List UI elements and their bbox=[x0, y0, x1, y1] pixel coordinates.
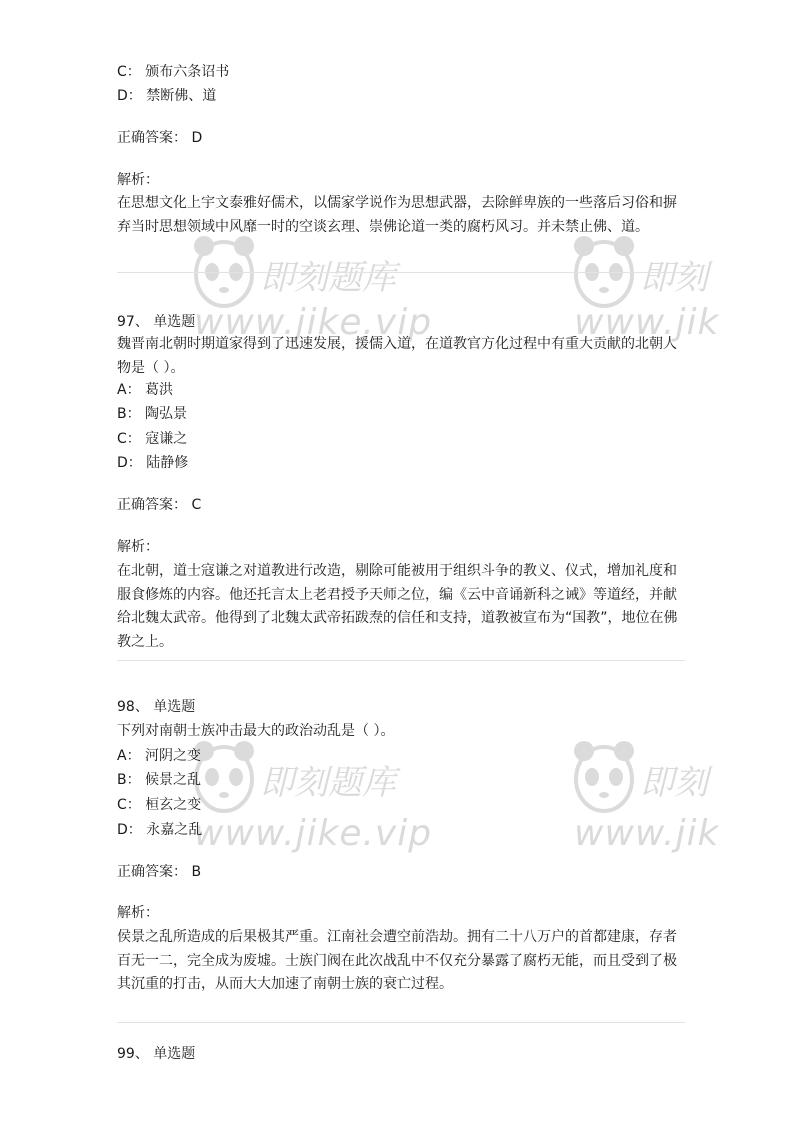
q97-option-d: D： 陆静修 bbox=[117, 455, 189, 471]
q99-header: 99、 单选题 bbox=[117, 1046, 196, 1062]
q98-analysis-text: 侯景之乱所造成的后果极其严重。江南社会遭空前浩劫。拥有二十八万户的首都建康，存者百无一二，完全成为废墟。士族门阀在此次战乱中不仅充分暴露了腐朽无能，而且受到了极其沉重的打击，从而大大加速了南朝士族的衰亡过程。 bbox=[117, 929, 677, 992]
divider bbox=[117, 272, 685, 273]
q96-analysis-text: 在思想文化上宇文泰雅好儒术，以儒家学说作为思想武器，去除鲜卑族的一些落后习俗和摒弃当时思想领域中风靡一时的空谈玄理、崇佛论道一类的腐朽风习。并未禁止佛、道。 bbox=[117, 195, 677, 235]
q98-answer: 正确答案： B bbox=[117, 864, 202, 880]
q98-analysis-label: 解析： bbox=[117, 905, 159, 921]
watermark-brand: 即刻题库 bbox=[260, 763, 396, 803]
q96-analysis-label: 解析： bbox=[117, 172, 159, 188]
q98-header: 98、 单选题 bbox=[117, 699, 196, 715]
q96-answer: 正确答案： D bbox=[117, 130, 203, 146]
watermark-url: www.jik bbox=[574, 302, 720, 343]
watermark-brand: 即刻 bbox=[640, 258, 708, 298]
watermark-url: www.jike.vip bbox=[194, 302, 433, 343]
q98-stem: 下列对南朝士族冲击最大的政治动乱是（ ）。 bbox=[117, 723, 395, 739]
q97-option-b: B： 陶弘景 bbox=[117, 406, 188, 422]
panda-logo-icon bbox=[570, 230, 642, 312]
watermark-brand: 即刻题库 bbox=[260, 258, 396, 298]
q97-analysis-text: 在北朝，道士寇谦之对道教进行改造，剔除可能被用于组织斗争的教义、仪式，增加礼度和服食修炼的内容。他还托言太上老君授予天师之位，编《云中音诵新科之诫》等道经，并献给北魏太武帝。他得到了北魏太武帝拓跋焘的信任和支持，道教被宣布为“国教”，地位在佛教之上。 bbox=[117, 563, 678, 650]
q96-option-d: D： 禁断佛、道 bbox=[117, 88, 217, 104]
divider bbox=[117, 1022, 685, 1023]
q97-option-a: A： 葛洪 bbox=[117, 382, 174, 398]
q96-option-c: C： 颁布六条诏书 bbox=[117, 64, 230, 80]
q98-option-d: D： 永嘉之乱 bbox=[117, 822, 203, 838]
watermark-right-bottom bbox=[570, 735, 800, 875]
q98-option-b: B： 候景之乱 bbox=[117, 772, 202, 788]
q97-analysis-label: 解析： bbox=[117, 539, 159, 555]
panda-logo-icon bbox=[190, 230, 262, 312]
q98-option-a: A： 河阴之变 bbox=[117, 748, 202, 764]
q97-answer: 正确答案： C bbox=[117, 497, 202, 513]
q97-stem: 魏晋南北朝时期道家得到了迅速发展，援儒入道，在道教官方化过程中有重大贡献的北朝人物是（ ）。 bbox=[117, 336, 677, 376]
q98-option-c: C： 桓玄之变 bbox=[117, 797, 202, 813]
q97-option-c: C： 寇谦之 bbox=[117, 431, 188, 447]
watermark-brand: 即刻 bbox=[640, 763, 708, 803]
watermark-url: www.jike.vip bbox=[194, 813, 433, 854]
panda-logo-icon bbox=[570, 735, 642, 817]
divider bbox=[117, 660, 685, 661]
watermark-url: www.jik bbox=[574, 813, 720, 854]
q97-header: 97、 单选题 bbox=[117, 314, 196, 330]
watermark-left-bottom bbox=[190, 735, 450, 875]
